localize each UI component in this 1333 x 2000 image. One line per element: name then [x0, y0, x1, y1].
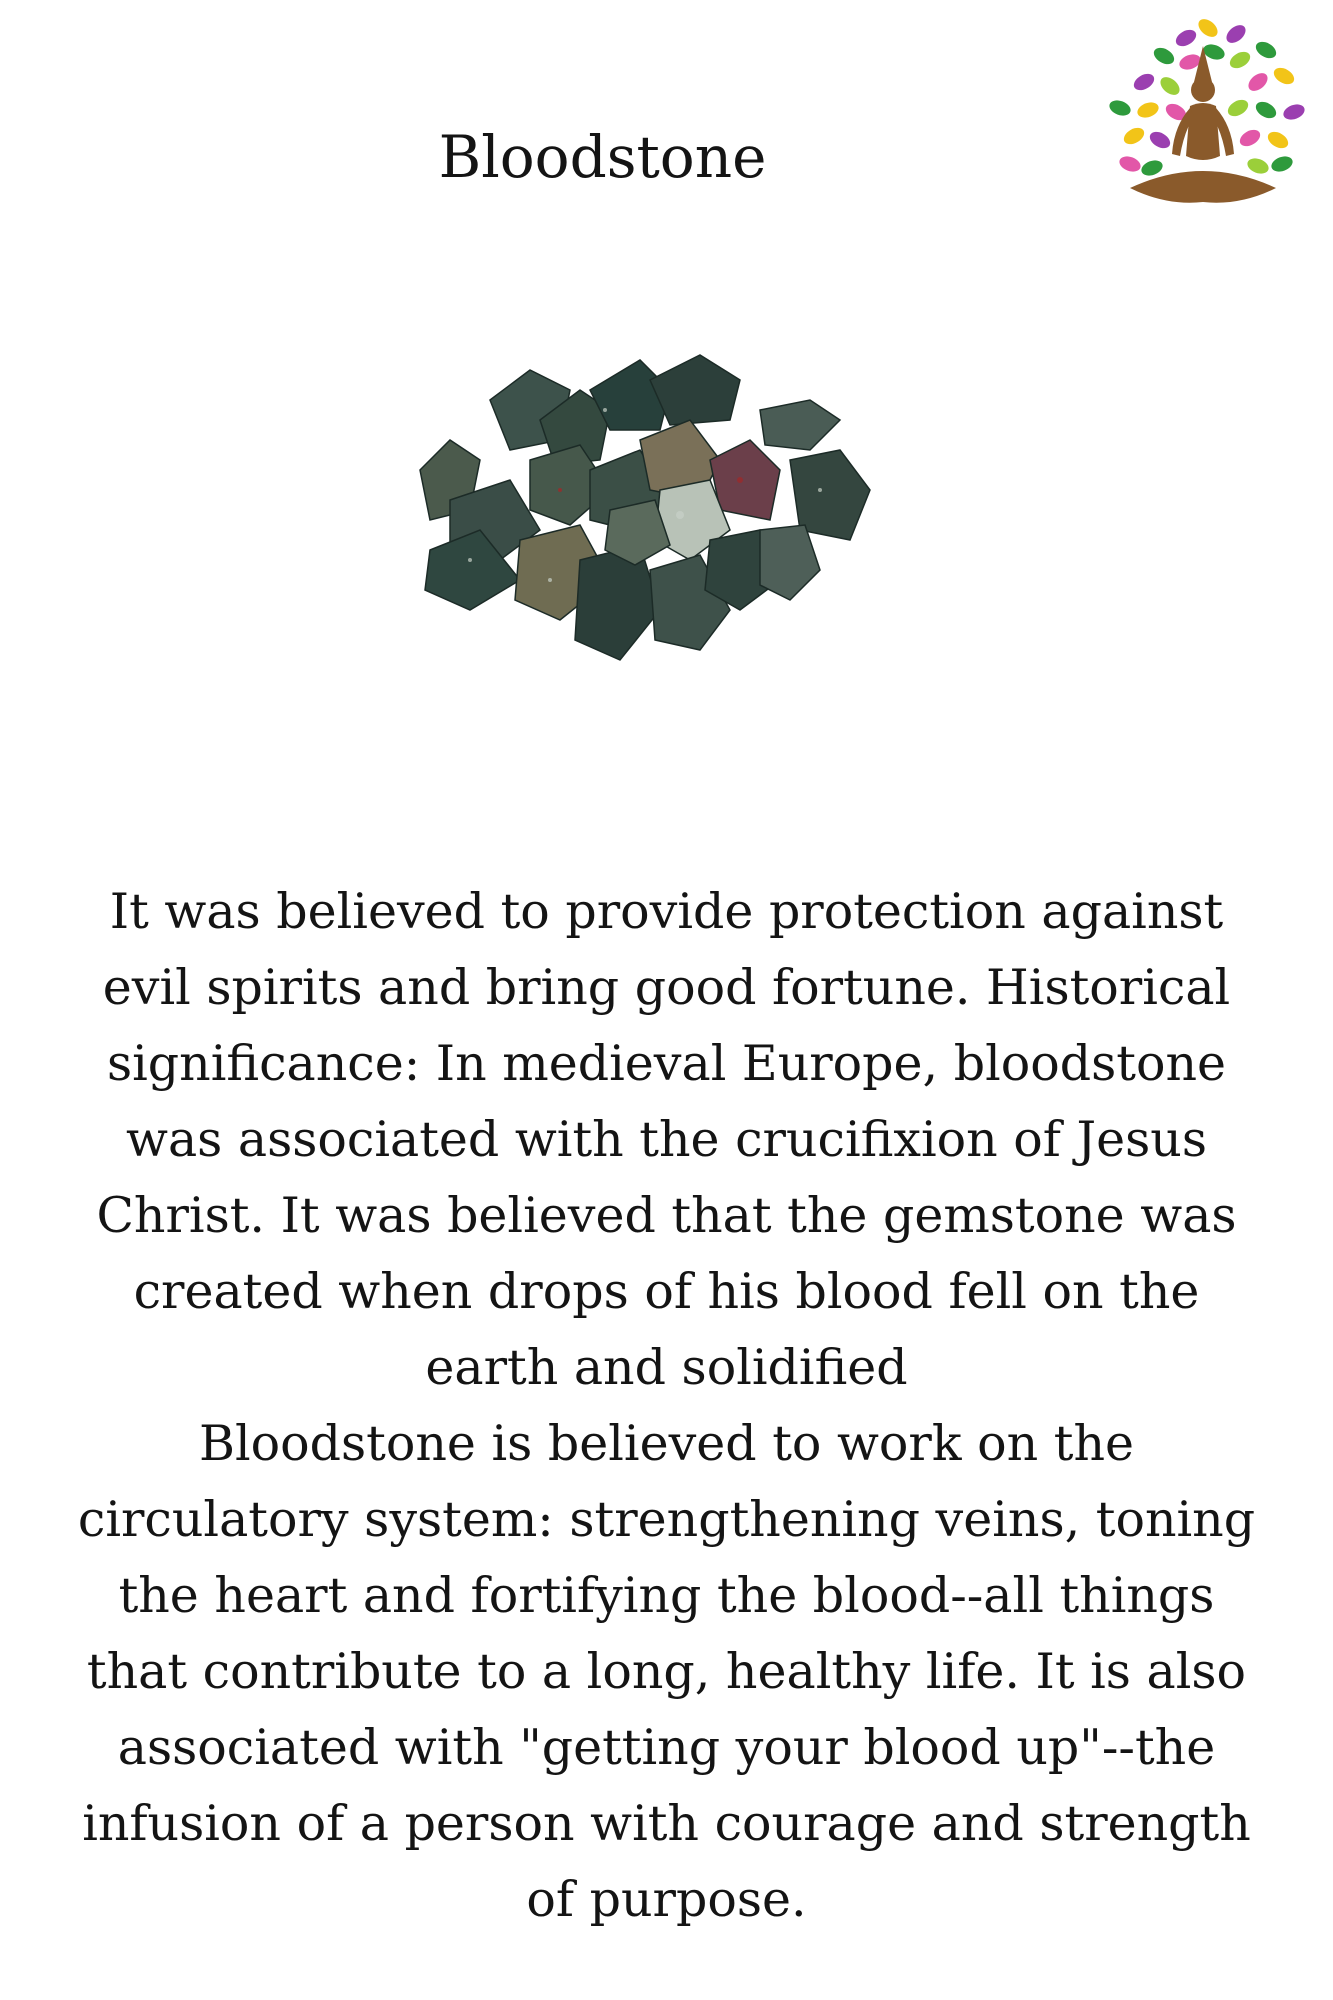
description-text	[70, 874, 1263, 1938]
bloodstone-rough-stones-image	[410, 350, 890, 710]
paragraph-history: It was believed to provide protection against evil spirits and bring good fortune. Historical significance: In medieval Europe, bloodstone was associated with the crucifixion of Jesus Christ. It was believed that the gemstone was created when drops of his blood fell on the earth and solidified	[96, 883, 1237, 1396]
page-title: Bloodstone	[438, 123, 767, 191]
paragraph-properties: Bloodstone is believed to work on the circulatory system: strengthening veins, toning the heart and fortifying the blood--all things that contribute to a long, healthy life. It is also associated with "getting your blood up"--the infusion of a person with courage and strength of purpose.	[77, 1415, 1256, 1928]
meditation-tree-logo-icon	[1090, 16, 1316, 216]
